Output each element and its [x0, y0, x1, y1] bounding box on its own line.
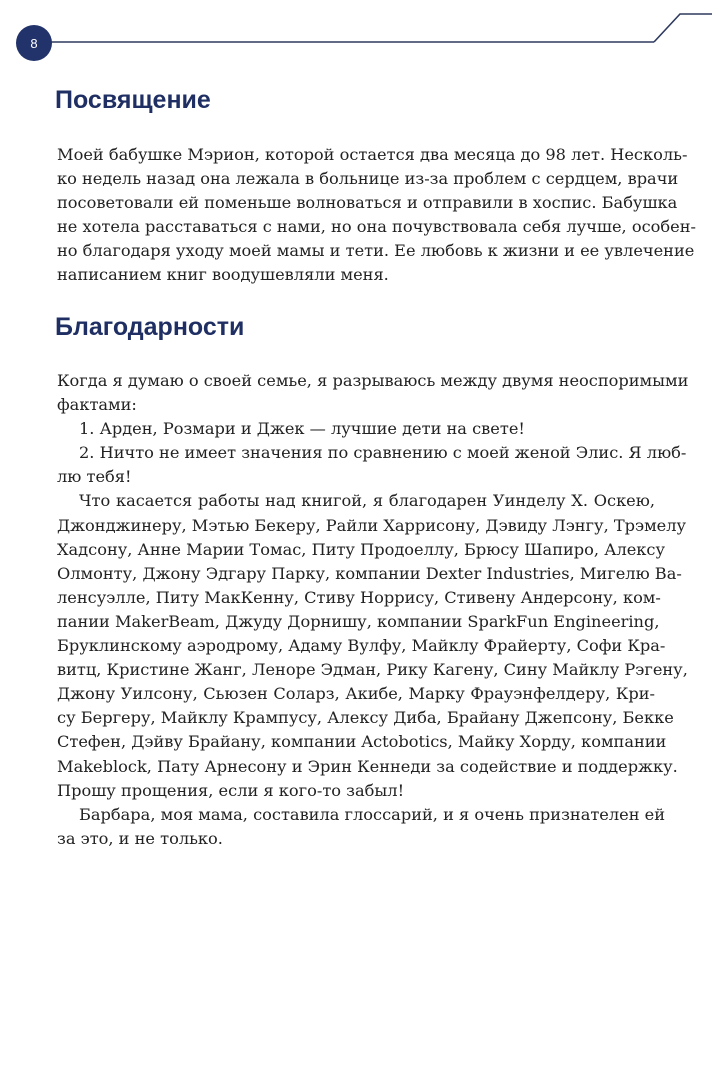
text-line: Барбара, моя мама, составила глоссарий, и я очень признателен ей: [79, 804, 666, 824]
text-line: Джону Уилсону, Сьюзен Соларз, Акибе, Марку Фрауэнфелдеру, Кри-: [57, 684, 655, 704]
page-header: [0, 0, 712, 70]
text-line: Бруклинскому аэродрому, Адаму Вулфу, Майклу Фрайерту, Софи Кра-: [57, 636, 666, 656]
text-line: но благодаря уходу моей мамы и тети. Ее любовь к жизни и ее увлечение: [57, 241, 695, 261]
text-line: Стефен, Дэйву Брайану, компании Actobotics, Майку Хорду, компании: [57, 732, 667, 752]
text-line: витц, Кристине Жанг, Леноре Эдман, Рику Кагену, Сину Майклу Рэгену,: [57, 660, 688, 680]
text-line: Что касается работы над книгой, я благодарен Уинделу Х. Оскею,: [79, 491, 655, 511]
text-line: 1. Арден, Розмари и Джек — лучшие дети на свете!: [79, 419, 525, 439]
section-title-acknowledgements: Благодарности: [55, 313, 245, 341]
text-line: Когда я думаю о своей семье, я разрываюсь между двумя неоспоримыми: [57, 371, 689, 390]
text-line: не хотела расставаться с нами, но она почувствовала себя лучше, особен-: [57, 217, 696, 237]
text-line: 2. Ничто не имеет значения по сравнению с моей женой Элис. Я люб-: [79, 443, 687, 463]
text-line: посоветовали ей поменьше волноваться и отправили в хоспис. Бабушка: [57, 193, 678, 213]
text-line: Джонджинеру, Мэтью Бекеру, Райли Харрисону, Дэвиду Лэнгу, Трэмелу: [57, 515, 687, 535]
text-line: Хадсону, Анне Марии Томас, Питу Продоеллу, Брюсу Шапиро, Алексу: [57, 539, 666, 559]
section-title-dedication: Посвящение: [55, 86, 211, 114]
text-line: ко недель назад она лежала в больнице из-за проблем с сердцем, врачи: [57, 169, 679, 189]
text-line: пании MakerBeam, Джуду Дорнишу, компании SparkFun Engineering,: [57, 611, 660, 631]
text-line: су Бергеру, Майклу Крампусу, Алексу Диба, Брайану Джепсону, Бекке: [57, 708, 674, 728]
acknowledgements-text: [57, 369, 689, 851]
text-line: Олмонту, Джону Эдгару Парку, компании Dexter Industries, Мигелю Ва-: [57, 563, 682, 583]
text-line: лю тебя!: [57, 467, 132, 487]
dedication-text: [57, 143, 696, 288]
text-line: написанием книг воодушевляли меня.: [57, 265, 389, 285]
page-number: 8: [16, 25, 52, 61]
text-line: за это, и не только.: [57, 828, 223, 848]
header-rule: [0, 0, 712, 70]
text-line: фактами:: [57, 395, 137, 415]
text-line: Прошу прощения, если я кого-то забыл!: [57, 780, 405, 800]
text-line: Makeblock, Пату Арнесону и Эрин Кеннеди за содействие и поддержку.: [57, 756, 678, 776]
text-line: ленсуэлле, Питу МакКенну, Стиву Норрису, Стивену Андерсону, ком-: [57, 587, 661, 607]
text-line: Моей бабушке Мэрион, которой остается два месяца до 98 лет. Несколь-: [57, 145, 688, 164]
